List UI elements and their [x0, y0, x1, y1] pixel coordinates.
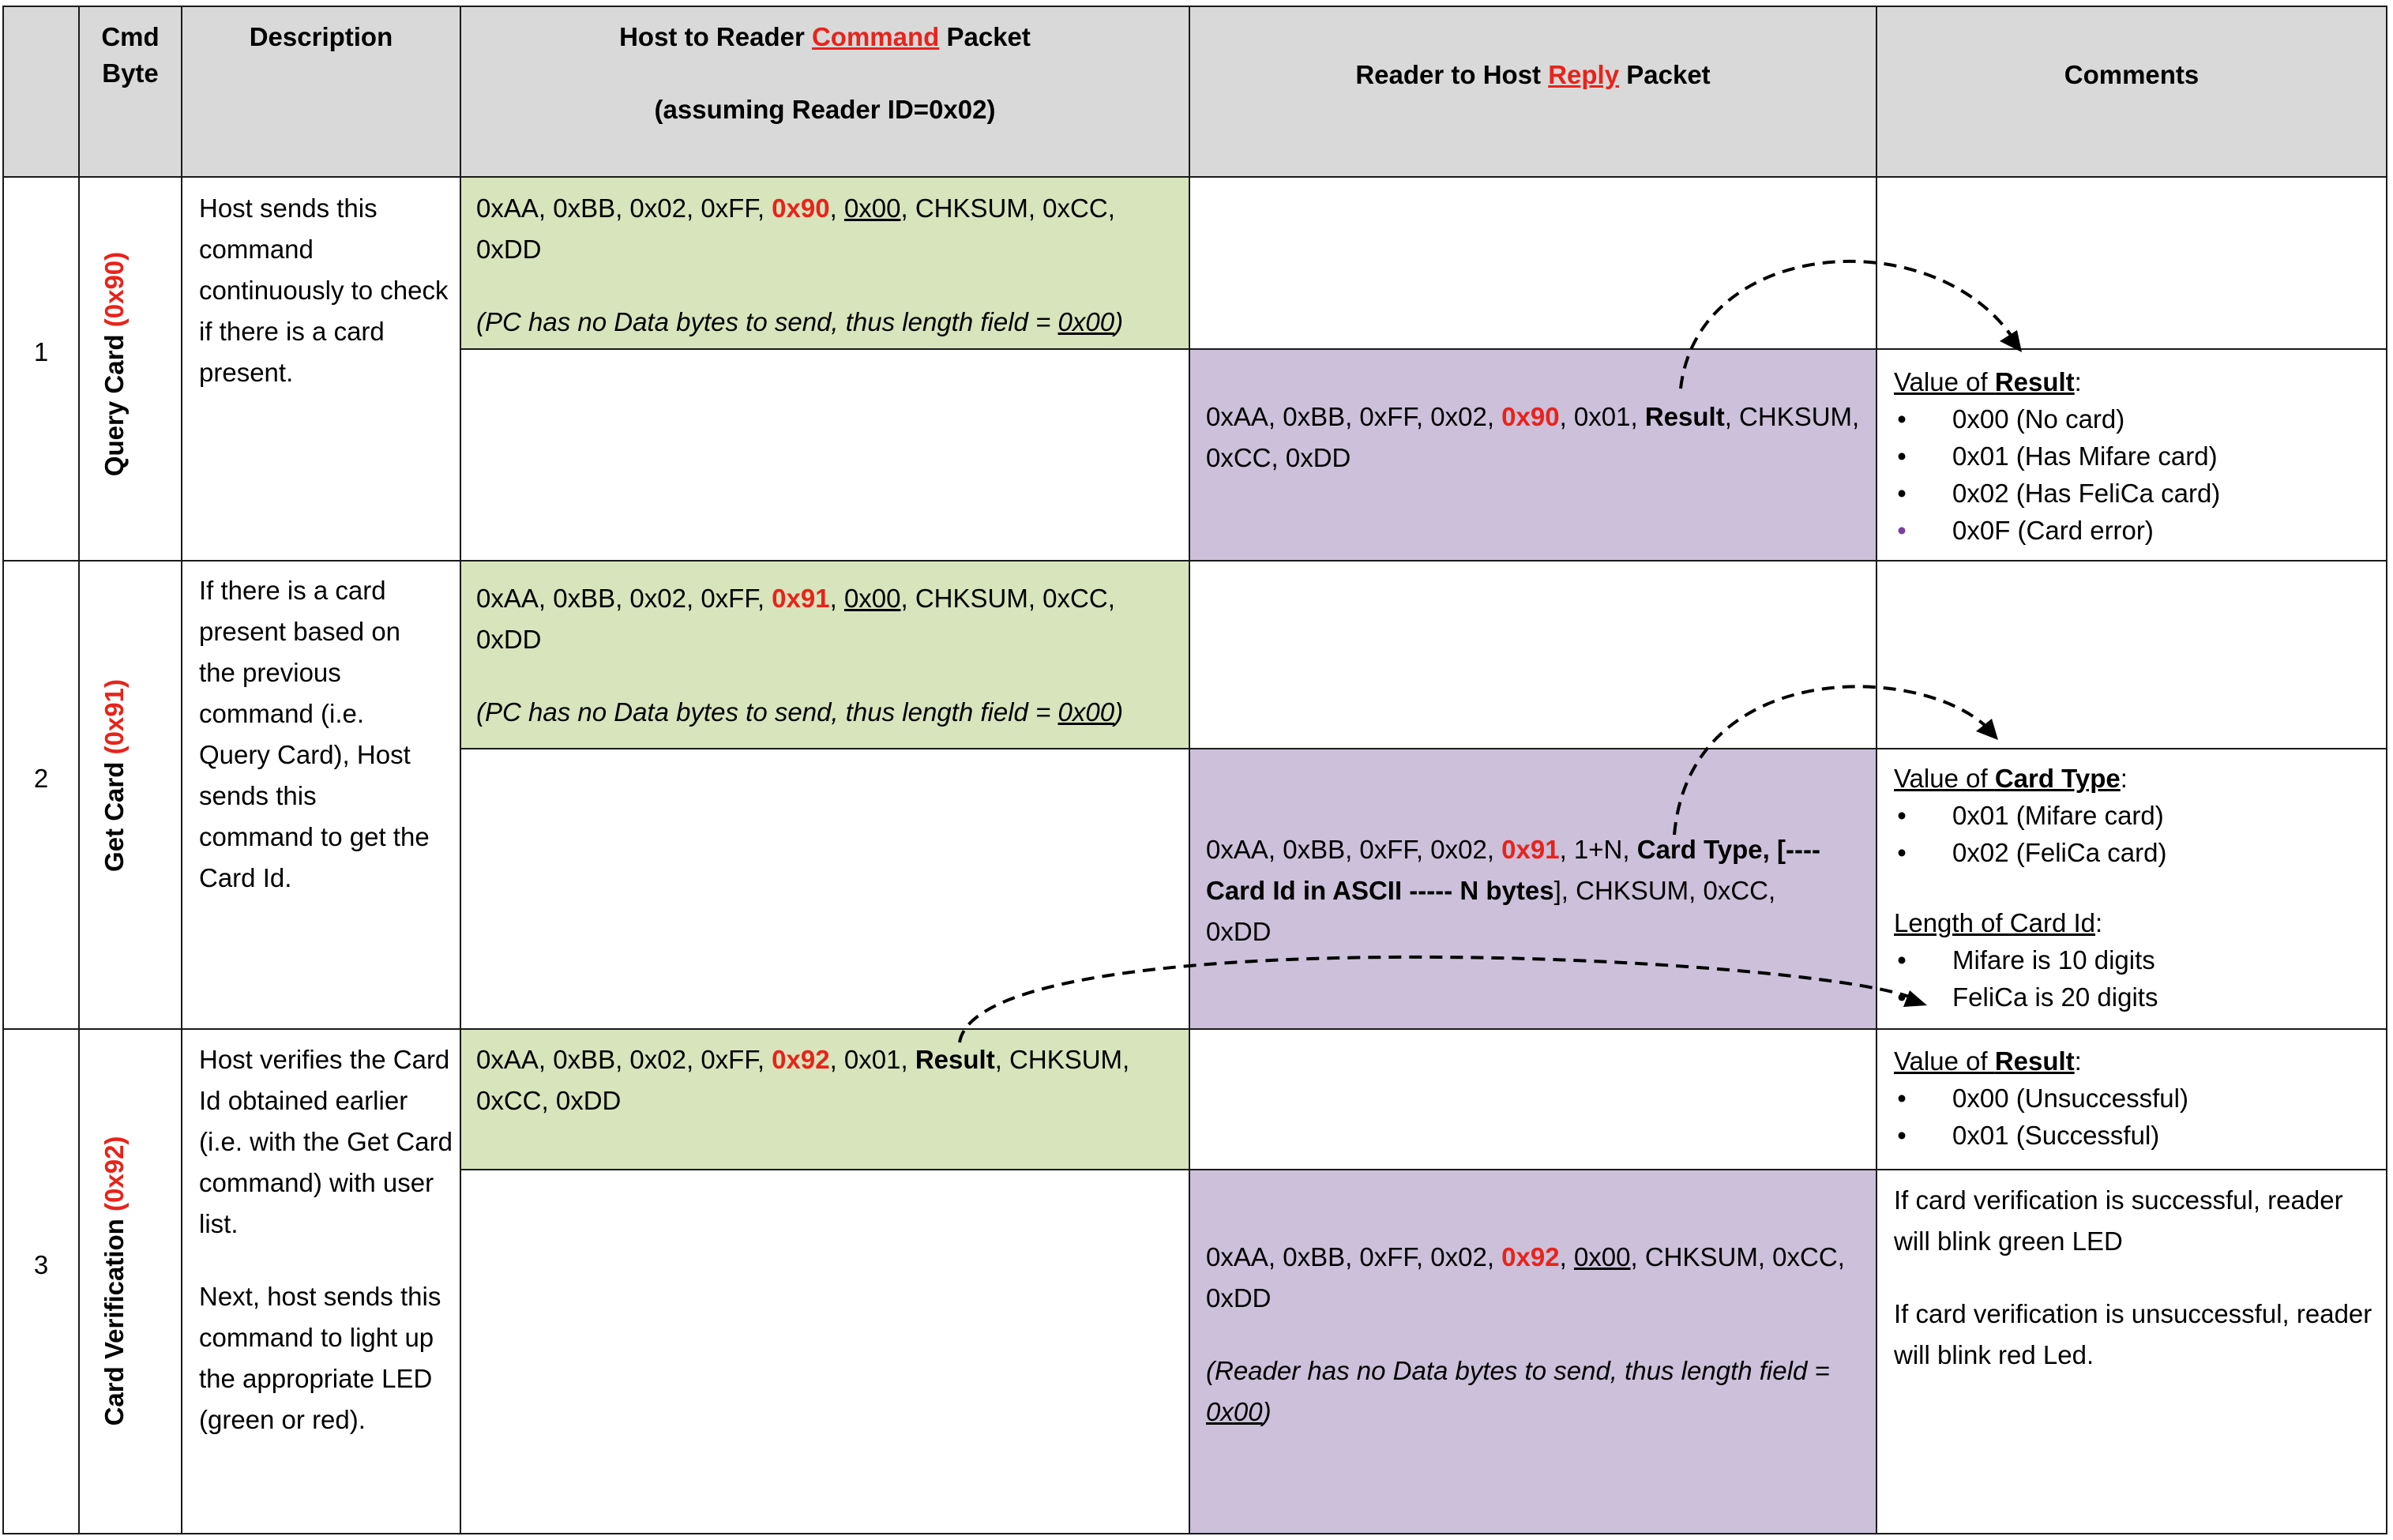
header-cmd-byte: Cmd Byte — [101, 22, 160, 88]
list-item: • 0x00 (No card) — [1897, 404, 2125, 434]
row1-cmd-bytes-c: , CHKSUM, 0xCC, 0xDD — [476, 193, 1115, 264]
row2-command-bytes — [476, 578, 1179, 660]
list-item: • 0x00 (Unsuccessful) — [1897, 1084, 2188, 1113]
row2-comment-title-c: : — [2120, 764, 2128, 793]
row2-comment-title — [1894, 760, 2376, 797]
row1-cmd-length: 0x00 — [843, 193, 901, 223]
row2-cmd-bytes-b: , — [829, 584, 844, 613]
row3-cmd-result: Result — [915, 1045, 995, 1074]
row3-comment-title-b: Result — [1994, 1046, 2075, 1076]
header-reply-packet — [1189, 57, 1876, 93]
row2-note-b: ) — [1114, 697, 1124, 727]
list-item: • 0x02 (Has FeliCa card) — [1897, 479, 2221, 508]
row1-command-packet — [476, 188, 1179, 343]
header-reply-word: Reply — [1548, 60, 1620, 89]
list-item: • FeliCa is 20 digits — [1897, 982, 2158, 1012]
row3-comment-result — [1894, 1042, 2376, 1154]
row1-command-name — [99, 222, 130, 506]
row3-reply-bytes-b: , — [1559, 1242, 1574, 1271]
row2-comment-title-a: Value of — [1894, 764, 1995, 793]
row3-note-b: ) — [1262, 1397, 1272, 1426]
row3-description-1: Host verifies the Card Id obtained earlier (i.e. with the Get Card command) with user list. — [199, 1045, 453, 1238]
row2-comment-list — [1894, 797, 2376, 871]
row2-reply-packet — [1206, 829, 1847, 952]
row1-code: (0x90) — [100, 251, 129, 328]
row2-reply-bytes-a: 0xAA, 0xBB, 0xFF, 0x02, — [1206, 835, 1502, 864]
row1-note-len: 0x00 — [1058, 307, 1115, 336]
row1-cmd-bytes-a: 0xAA, 0xBB, 0x02, 0xFF, — [476, 193, 772, 223]
row3-note-len: 0x00 — [1206, 1397, 1263, 1426]
row1-command-bytes — [476, 188, 1179, 270]
row1-comment — [1894, 363, 2376, 549]
row1-comment-title-c: : — [2074, 367, 2082, 396]
list-item: • 0x01 (Has Mifare card) — [1897, 441, 2218, 471]
list-item: • Mifare is 10 digits — [1897, 945, 2155, 975]
row2-note-a: (PC has no Data bytes to send, thus length field = — [476, 697, 1058, 727]
row3-comment-failure: If card verification is unsuccessful, reader will blink red Led. — [1894, 1299, 2372, 1369]
row3-command-name — [99, 1060, 130, 1502]
row1-comment-title-a: Value of — [1894, 367, 1995, 396]
row3-reply-bytes-c: , CHKSUM, 0xCC, 0xDD — [1206, 1242, 1845, 1313]
header-command-sub: (assuming Reader ID=0x02) — [654, 95, 996, 124]
row3-reply-note — [1206, 1350, 1865, 1433]
row2-comment-title2-a: Length of Card Id — [1894, 908, 2096, 937]
header-command-packet — [460, 19, 1189, 128]
row2-cmd-length: 0x00 — [843, 584, 901, 613]
row3-reply-packet — [1206, 1237, 1865, 1433]
row3-description-2: Next, host sends this command to light up the appropriate LED (green or red). — [199, 1282, 441, 1434]
row1-comment-list — [1894, 400, 2376, 549]
row2-reply-code: 0x91 — [1501, 835, 1560, 864]
row2-code: (0x91) — [100, 679, 129, 755]
row3-cmd-bytes-c: , CHKSUM, 0xCC, 0xDD — [476, 1045, 1130, 1115]
row3-cmd-bytes-a: 0xAA, 0xBB, 0x02, 0xFF, — [476, 1045, 772, 1074]
row1-note-b: ) — [1114, 307, 1124, 336]
row2-command-packet — [476, 578, 1179, 733]
row3-comment-led — [1894, 1180, 2376, 1376]
row3-comment-list — [1894, 1080, 2376, 1154]
header-reply-prefix: Reader to Host — [1355, 60, 1549, 89]
row1-reply-bytes-a: 0xAA, 0xBB, 0xFF, 0x02, — [1206, 402, 1502, 431]
row3-cmd-code: 0x92 — [772, 1045, 830, 1074]
row2-description: If there is a card present based on the previous command (i.e. Query Card), Host sends this command to get the Card Id. — [199, 576, 430, 892]
row3-comment-title-c: : — [2074, 1046, 2082, 1076]
row3-reply-bytes-a: 0xAA, 0xBB, 0xFF, 0x02, — [1206, 1242, 1502, 1271]
row1-cmd-bytes-b: , — [829, 193, 844, 223]
row2-name: Get Card — [100, 754, 129, 872]
row2-comment — [1894, 760, 2376, 1016]
row3-comment-success: If card verification is successful, reader will blink green LED — [1894, 1185, 2343, 1256]
row2-reply-bytes-c: ], CHKSUM, 0xCC, 0xDD — [1206, 876, 1776, 946]
row3-comment-title-a: Value of — [1894, 1046, 1995, 1076]
row2-cmd-code: 0x91 — [772, 584, 830, 613]
row1-reply-bytes-c: , CHKSUM, 0xCC, 0xDD — [1206, 402, 1860, 472]
row1-cmd-code: 0x90 — [772, 193, 830, 223]
row3-reply-bytes — [1206, 1237, 1865, 1319]
row1-reply-code: 0x90 — [1501, 402, 1560, 431]
row1-comment-title — [1894, 363, 2376, 400]
row2-command-name — [99, 633, 130, 918]
row2-number: 2 — [33, 764, 49, 793]
row1-reply-bytes-b: , 0x01, — [1559, 402, 1645, 431]
row3-comment-title — [1894, 1042, 2376, 1080]
row3-command-packet — [476, 1039, 1163, 1121]
row2-comment-title2-c: : — [2095, 908, 2103, 937]
row1-reply-packet — [1206, 396, 1865, 479]
row3-code: (0x92) — [100, 1136, 129, 1211]
row1-number: 1 — [33, 337, 49, 366]
row1-name: Query Card — [100, 327, 129, 477]
row2-comment-list2 — [1894, 941, 2376, 1016]
header-comments: Comments — [2064, 60, 2200, 89]
row2-comment-title2 — [1894, 904, 2376, 941]
row3-note-a: (Reader has no Data bytes to send, thus length field = — [1206, 1356, 1830, 1385]
row3-name: Card Verification — [100, 1211, 129, 1426]
header-description: Description — [249, 22, 393, 51]
list-item: • 0x0F (Card error) — [1897, 516, 2154, 545]
list-item: • 0x02 (FeliCa card) — [1897, 838, 2167, 867]
row1-reply-result: Result — [1644, 402, 1725, 431]
row2-command-note — [476, 692, 1179, 733]
row2-cmd-bytes-a: 0xAA, 0xBB, 0x02, 0xFF, — [476, 584, 772, 613]
row1-comment-title-b: Result — [1994, 367, 2075, 396]
row3-reply-code: 0x92 — [1501, 1242, 1560, 1271]
header-command-prefix: Host to Reader — [619, 22, 812, 51]
header-command-word: Command — [811, 22, 940, 51]
row2-reply-bytes-b: , 1+N, — [1559, 835, 1637, 864]
row2-cmd-bytes-c: , CHKSUM, 0xCC, 0xDD — [476, 584, 1115, 654]
row2-comment-title-b: Card Type — [1994, 764, 2121, 793]
row2-reply-cardtype: Card Type, [---- Card Id in ASCII ----- N bytes — [1206, 835, 1820, 905]
row3-description — [199, 1039, 456, 1440]
row3-cmd-bytes-b: , 0x01, — [829, 1045, 915, 1074]
row1-note-a: (PC has no Data bytes to send, thus length field = — [476, 307, 1058, 336]
header-command-suffix: Packet — [939, 22, 1031, 51]
list-item: • 0x01 (Mifare card) — [1897, 801, 2164, 830]
row1-command-note — [476, 302, 1179, 343]
row1-description: Host sends this command continuously to check if there is a card present. — [199, 193, 449, 387]
row3-number: 3 — [33, 1250, 49, 1279]
list-item: • 0x01 (Successful) — [1897, 1121, 2160, 1150]
header-reply-suffix: Packet — [1619, 60, 1711, 89]
row3-reply-length: 0x00 — [1573, 1242, 1631, 1271]
row2-note-len: 0x00 — [1058, 697, 1115, 727]
